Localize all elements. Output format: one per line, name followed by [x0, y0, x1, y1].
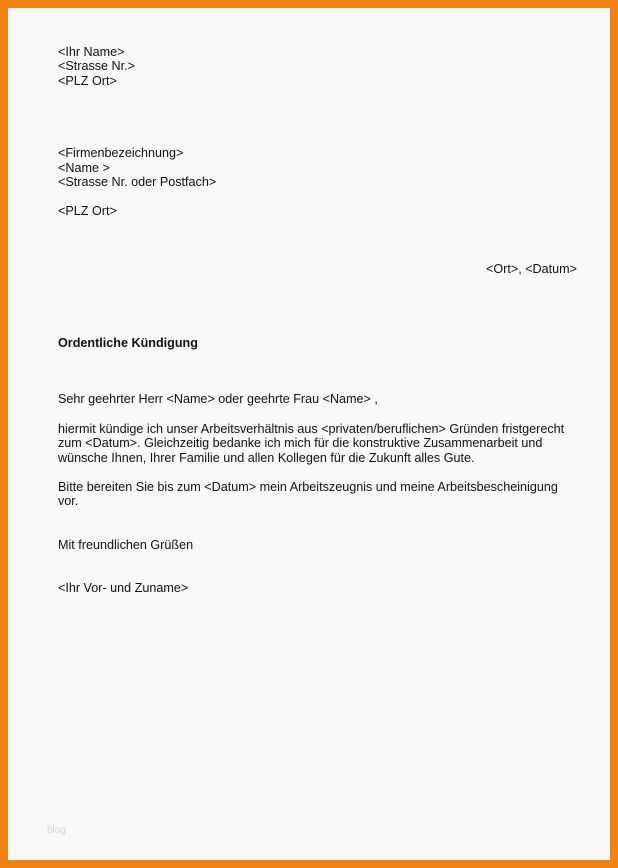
subject-line: Ordentliche Kündigung [58, 336, 198, 350]
recipient-company: <Firmenbezeichnung> [58, 146, 184, 160]
watermark: blog [47, 825, 66, 836]
closing-line: Mit freundlichen Grüßen [58, 538, 194, 552]
paragraph-line: Bitte bereiten Sie bis zum <Datum> mein Arbeitszeugnis und meine Arbeitsbescheinigung [58, 480, 558, 494]
recipient-name: <Name > [58, 161, 110, 175]
sender-city: <PLZ Ort> [58, 74, 117, 88]
sender-name: <Ihr Name> [58, 45, 125, 59]
paragraph-line: wünsche Ihnen, Ihrer Familie und allen Kollegen für die Zukunft alles Gute. [58, 451, 475, 465]
paragraph-line: vor. [58, 494, 79, 508]
salutation: Sehr geehrter Herr <Name> oder geehrte Frau <Name> , [58, 392, 378, 406]
signature-placeholder: <Ihr Vor- und Zuname> [58, 581, 189, 595]
paragraph-line: zum <Datum>. Gleichzeitig bedanke ich mich für die konstruktive Zusammenarbeit und [58, 436, 543, 450]
recipient-street: <Strasse Nr. oder Postfach> [58, 175, 217, 189]
paragraph-line: hiermit kündige ich unser Arbeitsverhältnis aus <privaten/beruflichen> Gründen fristgerecht [58, 422, 565, 436]
sender-street: <Strasse Nr.> [58, 59, 135, 73]
place-date: <Ort>, <Datum> [486, 262, 577, 276]
recipient-city: <PLZ Ort> [58, 204, 117, 218]
